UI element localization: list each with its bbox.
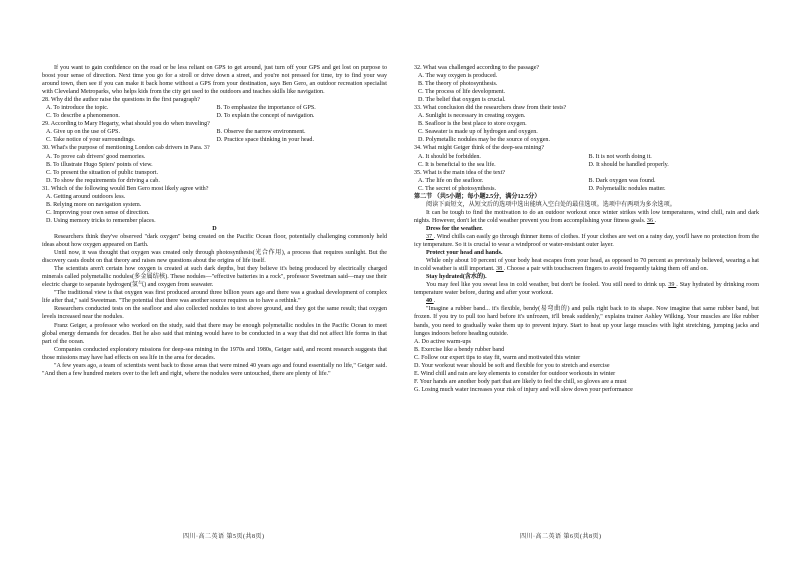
passage-c-ending-paragraph: If you want to gain confidence on the road or be less reliant on GPS to get around, just turn off your GPS and get lost on purpose to boost your sense of direction. Next time you go for a stroll or drive down a street, and you're not pressed for time, try to find your way around town, then see if you can make it back home without a GPS from your destination, says Ben Gero, an outdoor recreation specialist with Cleveland Metroparks, who helps kids from the city get used to the outdoors and teaches skills like navigation. <box>42 65 387 96</box>
question-34-options-row-2 <box>414 161 759 169</box>
question-35-options-row-1 <box>414 177 759 185</box>
paragraph-text: . Wind chills can easily go through thinner items of clothes. If your clothes are wet on a rainy day, you'll have no protection from the icy temperature. So it is crucial to wear a windproof or water-resistant outer layer. <box>414 233 759 249</box>
option: B. Observe the narrow environment. <box>216 129 306 136</box>
option: B. To emphasize the importance of GPS. <box>216 105 316 112</box>
option: C. Take notice of your surroundings. <box>46 137 136 144</box>
option: A. Sunlight is necessary in creating oxygen. <box>418 113 526 120</box>
cloze-paragraph-rubber-band: "Imagine a rubber band... it's flexible, bendy(易弯曲的) and pulls right back to its shape. Now imagine that same rubber band, but frozen. If you try to pull too hard before it's unfrozen, it'll break suddenly," explains trainer Ashley Wilking. Your muscles are like rubber bands, you need to gradually wake them up to prevent injury. Start to heat up your large muscles with light stretching, jumping jacks and lunges indoors before heading outside. <box>414 306 759 337</box>
right-page-column <box>414 64 759 394</box>
option: A. Give up on the use of GPS. <box>46 129 120 136</box>
option: C. The secret of photosynthesis. <box>418 185 497 192</box>
cloze-paragraph-39 <box>414 281 759 297</box>
cloze-option: A. Do active warm-ups <box>414 338 471 345</box>
passage-d-paragraph: Researchers think they've observed "dark oxygen" being created on the Pacific Ocean floor, potentially challenging commonly held ideas about how oxygen appeared on Earth. <box>42 233 387 249</box>
option: C. Improving your own sense of direction. <box>46 209 150 216</box>
question-31-stem: 31. Which of the following would Ben Gero most likely agree with? <box>42 185 209 192</box>
cloze-intro-paragraph: It can be tough to find the motivation to do an outdoor workout once winter strikes with low temperatures, wind chill, rain and dark nights. However, don't let the cold weather prevent you from accomplishing your fitness goals. 36 . <box>414 209 759 224</box>
paragraph-text: . Choose a pair with touchscreen fingers to avoid frequently taking them off and on. <box>503 266 709 273</box>
passage-d-heading: D <box>212 225 217 232</box>
question-30-stem: 30. What's the purpose of mentioning London cab drivers in Para. 3? <box>42 145 210 152</box>
subheading-dress: Dress for the weather. <box>426 225 483 232</box>
cloze-option: E. Wind chill and rain are key elements to consider for outdoor workouts in winter <box>414 370 616 377</box>
question-28-options-row-2 <box>42 112 387 120</box>
option: A. It should be forbidden. <box>418 153 481 160</box>
cloze-option: D. Your workout wear should be soft and flexible for you to stretch and exercise <box>414 362 610 369</box>
question-28-options-row-1 <box>42 104 387 112</box>
section-2-instructions: 阅读下面短文，从短文后的选项中选出能填入空白处的最佳选项。选项中有两项为多余选项。 <box>426 201 676 208</box>
option: D. The belief that oxygen is crucial. <box>418 97 506 104</box>
question-29-options-row-2 <box>42 136 387 144</box>
paragraph-text: While only about 10 percent of your body heat escapes from your head, as opposed to 70 percent as previously believed, wearing a hat in cold weather is still important. <box>414 258 759 273</box>
passage-d-paragraph: Companies conducted exploratory missions for deep-sea mining in the 1970s and 1980s, Geiger said, and recent research suggests that those missions may have had effects on sea life in the area for decades. <box>42 346 387 361</box>
option: C. To describe a phenomenon. <box>46 113 120 120</box>
question-29-stem: 29. According to Mary Hegarty, what should you do when traveling? <box>42 121 210 128</box>
option: C. To present the situation of public transport. <box>46 169 159 176</box>
option: B. Seafloor is the best place to store oxygen. <box>418 121 527 128</box>
passage-d-paragraph: The scientists aren't certain how oxygen is created at such dark depths, but they believe it's being produced by electrically charged minerals called polymetallic nodules(多金属结核). These nodules—"effective batteries in a rock", professor Sweetman said—may use their electric charge to separate hydrogen(氢气) and oxygen from seawater. <box>42 266 387 289</box>
paragraph-text: It can be tough to find the motivation to do an outdoor workout once winter strikes with low temperatures, wind chill, rain and dark nights. However, don't let the cold weather prevent you from accomplishing your fitness goals. <box>414 209 759 224</box>
section-2-title: 第二节 （共5小题；每小题2.5分，满分12.5分） <box>414 193 541 200</box>
option: D. Using memory tricks to remember places. <box>46 217 156 224</box>
option: D. Polymetallic nodules matter. <box>588 185 666 192</box>
paragraph-text: . Stay hydrated by drinking room temperature water before, during and after your workout. <box>414 282 759 297</box>
option: C. It is beneficial to the sea life. <box>418 161 496 168</box>
option: A. To introduce the topic. <box>46 105 109 112</box>
option: D. To explain the concept of navigation. <box>216 113 315 120</box>
subheading-protect: Protect your head and hands. <box>426 250 503 257</box>
passage-d-paragraph: "The traditional view is that oxygen was first produced around three billion years ago and there was a gradual development of complex life after that," said Sweetman. "The potential that there was another source requires us to have a rethink." <box>42 290 387 305</box>
subheading-hydrated: Stay hydrated(含水的). <box>426 274 487 281</box>
cloze-option: G. Losing much water increases your risk of injury and will slow down your performance <box>414 386 633 393</box>
right-page-footer: 四川·高二英语 第6页(共8页) <box>520 534 602 540</box>
passage-d-paragraph: Franz Geiger, a professor who worked on the study, said that there may be enough polymetallic nodules in the Pacific Ocean to meet global energy demands for decades. But he also said that mining would have to be conducted in a way that did not affect life forms in that part of the ocean. <box>42 322 387 345</box>
option: C. Seawater is made up of hydrogen and oxygen. <box>418 129 538 136</box>
question-35-stem: 35. What is the main idea of the text? <box>414 169 506 176</box>
cloze-heading-40: 40 . <box>426 298 436 305</box>
question-28-stem: 28. Why did the author raise the questions in the first paragraph? <box>42 97 200 104</box>
passage-d-paragraph: Researchers conducted tests on the seafloor and also collected nodules to test above ground, and they got the same result; that oxygen levels increased near the nodules. <box>42 306 387 321</box>
option: A. The way oxygen is produced. <box>418 73 498 80</box>
question-34-options-row-1 <box>414 153 759 161</box>
cloze-option: C. Follow our expert tips to stay fit, warm and motivated this winter <box>414 354 581 361</box>
passage-d-paragraph: Until now, it was thought that oxygen was created only through photosynthesis(光合作用), a process that requires sunlight. But the discovery casts doubt on that theory and raises new questions about the origins of life itself. <box>42 250 387 265</box>
blank-36: 36 <box>646 217 655 224</box>
passage-d-paragraph: "A few years ago, a team of scientists went back to those areas that were mined 40 years ago and found essentially no life," Geiger said. "And then a few hundred meters over to the left and right, where the nodules were untouched, there are plenty of life." <box>42 362 387 377</box>
question-29-options-row-1 <box>42 128 387 136</box>
option: B. The theory of photosynthesis. <box>418 81 498 88</box>
paragraph-text: You may feel like you sweat less in cold weather, but don't be fooled. You still need to drink up. <box>426 282 667 289</box>
option: A. To prove cab drivers' good memories. <box>46 153 146 160</box>
option: D. To show the requirements for driving a cab. <box>46 177 160 184</box>
option: D. Practice space thinking in your head. <box>216 137 314 144</box>
cloze-option: F. Your hands are another body part that are likely to feel the chill, so gloves are a must <box>414 378 627 385</box>
cloze-option: B. Exercise like a bendy rubber band <box>414 346 505 353</box>
option: D. It should be handled properly. <box>588 161 669 168</box>
blank-40: 40 <box>426 298 434 305</box>
question-35-options-row-2 <box>414 185 759 193</box>
question-34-stem: 34. What might Geiger think of the deep-sea mining? <box>414 145 545 152</box>
question-32-stem: 32. What was challenged according to the passage? <box>414 65 540 71</box>
question-33-stem: 33. What conclusion did the researchers draw from their tests? <box>414 105 567 112</box>
cloze-paragraph-38 <box>414 257 759 273</box>
option: A. The life on the seafloor. <box>418 177 484 184</box>
blank-39: 39 <box>668 282 677 289</box>
option: B. Relying more on navigation system. <box>46 201 142 208</box>
option: C. The process of life development. <box>418 89 506 96</box>
option: B. It is not worth doing it. <box>588 153 652 160</box>
left-page-footer: 四川·高二英语 第5页(共8页) <box>183 534 265 540</box>
blank-38: 38 <box>496 266 504 273</box>
option: B. To illustrate Hugo Spiers' points of view. <box>46 161 153 168</box>
blank-37: 37 <box>426 233 434 240</box>
option: D. Polymetallic nodules may be the source of oxygen. <box>418 137 551 144</box>
left-page-column <box>42 64 387 378</box>
option: B. Dark oxygen was found. <box>588 177 656 184</box>
cloze-paragraph-37 <box>414 233 759 249</box>
option: A. Getting around outdoors less. <box>46 193 126 200</box>
